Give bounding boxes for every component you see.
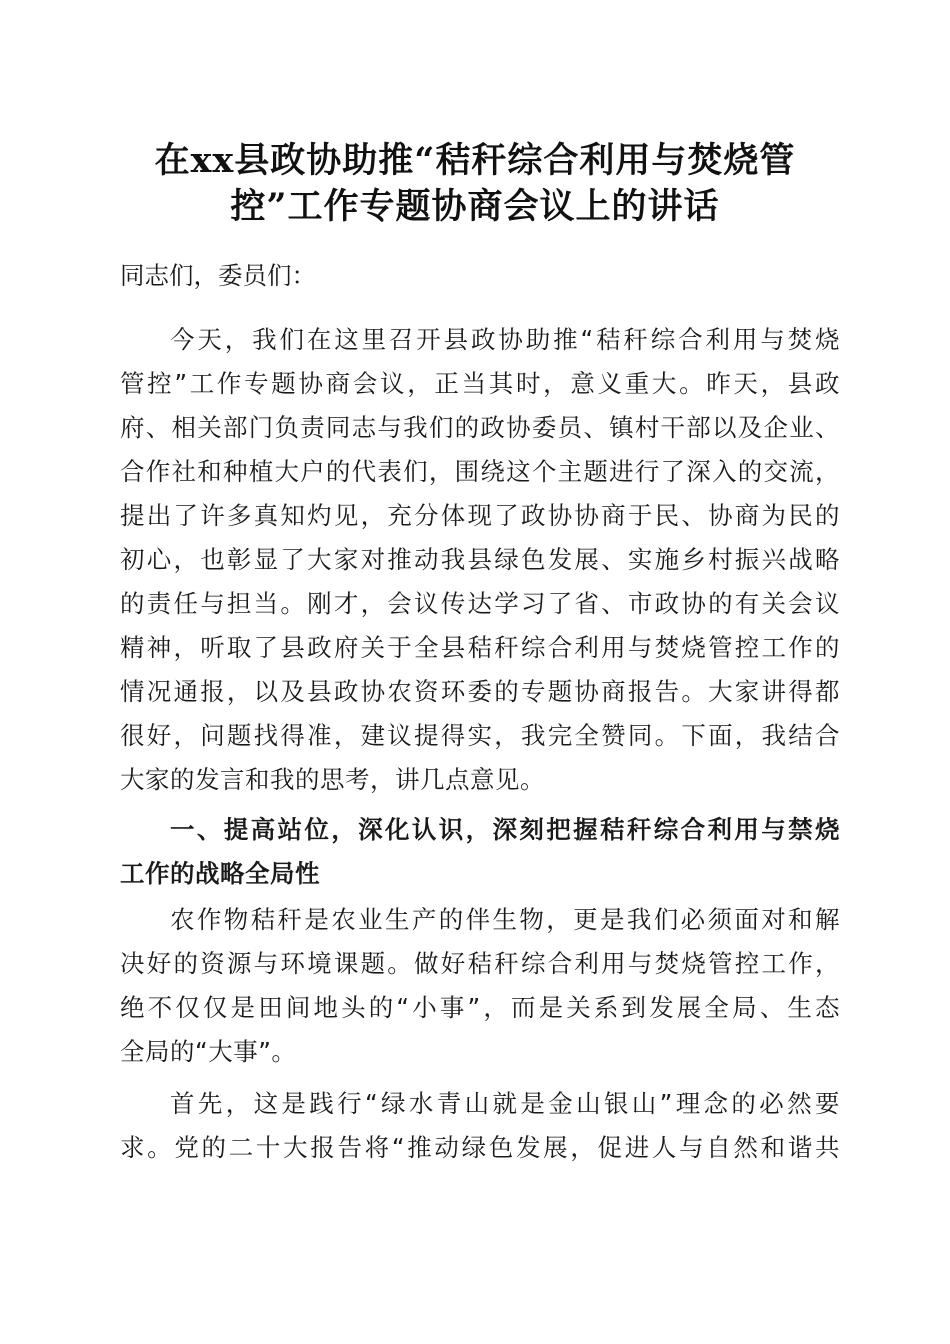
paragraph-1 — [120, 318, 840, 802]
paragraph-line: 情况通报，以及县政协农资环委的专题协商报告。大家讲得都 — [120, 677, 840, 706]
paragraph-line: 绝不仅仅是田间地头的“小事”，而是关系到发展全局、生态 — [120, 993, 840, 1022]
paragraph-line: 合作社和种植大户的代表们，围绕这个主题进行了深入的交流， — [120, 457, 840, 486]
heading-line: 工作的战略全局性 — [120, 859, 320, 888]
paragraph-line: 求。党的二十大报告将“推动绿色发展，促进人与自然和谐共 — [120, 1133, 840, 1162]
paragraph-line: 精神，听取了县政府关于全县秸秆综合利用与焚烧管控工作的 — [120, 633, 840, 662]
document-title — [120, 138, 830, 230]
paragraph-line: 府、相关部门负责同志与我们的政协委员、镇村干部以及企业、 — [120, 413, 840, 442]
paragraph-line: 提出了许多真知灼见，充分体现了政协协商于民、协商为民的 — [120, 501, 840, 530]
document-body — [120, 254, 840, 1170]
title-line: 在xx县政协助推“秸秆综合利用与焚烧管 — [154, 140, 796, 181]
paragraph-line: 大家的发言和我的思考，讲几点意见。 — [120, 765, 545, 794]
paragraph-line: 农作物秸秆是农业生产的伴生物，更是我们必须面对和解 — [170, 905, 840, 934]
salutation: 同志们，委员们： — [120, 261, 316, 290]
paragraph-line: 决好的资源与环境课题。做好秸秆综合利用与焚烧管控工作， — [120, 949, 840, 978]
paragraph-line: 全局的“大事”。 — [120, 1037, 297, 1066]
paragraph-line: 的责任与担当。刚才，会议传达学习了省、市政协的有关会议 — [120, 589, 840, 618]
paragraph-line: 很好，问题找得准，建议提得实，我完全赞同。下面，我结合 — [120, 721, 840, 750]
paragraph-3 — [120, 1082, 840, 1170]
title-line: 控”工作专题协商会议上的讲话 — [230, 186, 720, 227]
paragraph-line: 初心，也彰显了大家对推动我县绿色发展、实施乡村振兴战略 — [120, 545, 840, 574]
paragraph-line: 今天，我们在这里召开县政协助推“秸秆综合利用与焚烧 — [170, 325, 840, 354]
section-heading-1 — [120, 808, 840, 896]
heading-line: 一、提高站位，深化认识，深刻把握秸秆综合利用与禁烧 — [170, 815, 840, 844]
paragraph-2 — [120, 898, 840, 1074]
paragraph-line: 首先，这是践行“绿水青山就是金山银山”理念的必然要 — [170, 1089, 840, 1118]
paragraph-line: 管控”工作专题协商会议，正当其时，意义重大。昨天，县政 — [120, 369, 840, 398]
